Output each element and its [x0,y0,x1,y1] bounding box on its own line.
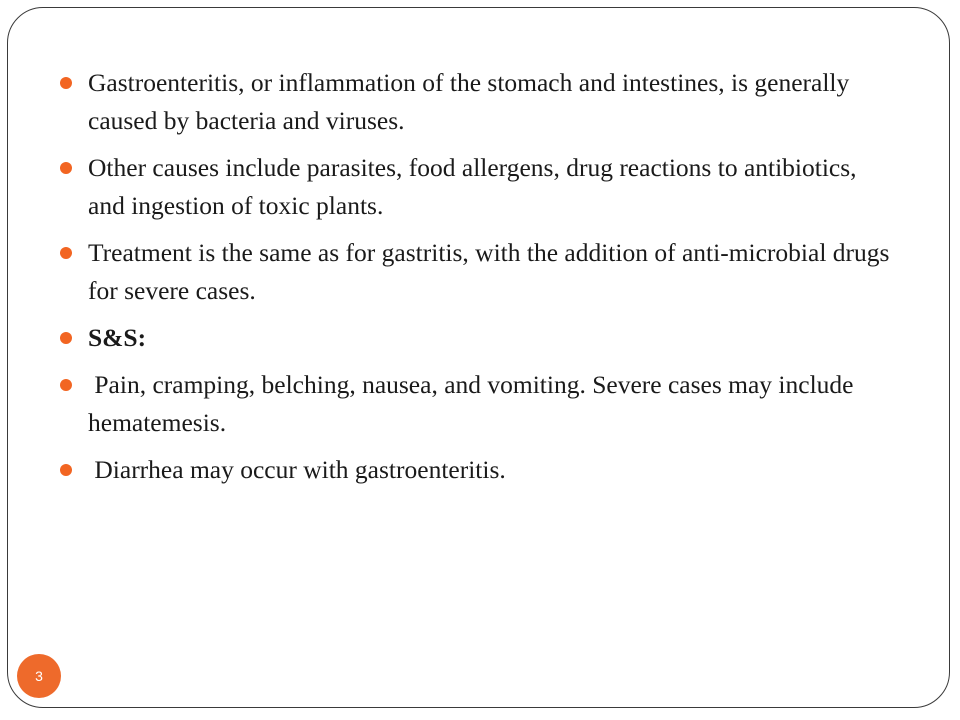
bullet-list [60,64,890,498]
page-number-badge: 3 [17,654,61,698]
bullet-item [60,149,890,225]
bullet-dot-icon [60,162,72,174]
bullet-text: Diarrhea may occur with gastroenteritis. [88,455,506,484]
bullet-text: Pain, cramping, belching, nausea, and vomiting. Severe cases may include hematemesis. [88,370,860,437]
bullet-text: Gastroenteritis, or inflammation of the stomach and intestines, is generally caused by bacteria and viruses. [88,68,850,135]
bullet-dot-icon [60,247,72,259]
bullet-text: Other causes include parasites, food allergens, drug reactions to antibiotics, and ingestion of toxic plants. [88,153,857,220]
bullet-dot-icon [60,379,72,391]
section-heading: S&S: [88,323,147,352]
bullet-text: Treatment is the same as for gastritis, with the addition of anti-microbial drugs for severe cases. [88,238,890,305]
bullet-item [60,319,890,357]
bullet-dot-icon [60,332,72,344]
bullet-item [60,451,890,489]
bullet-dot-icon [60,77,72,89]
bullet-item [60,234,890,310]
bullet-dot-icon [60,464,72,476]
bullet-item [60,64,890,140]
bullet-item [60,366,890,442]
